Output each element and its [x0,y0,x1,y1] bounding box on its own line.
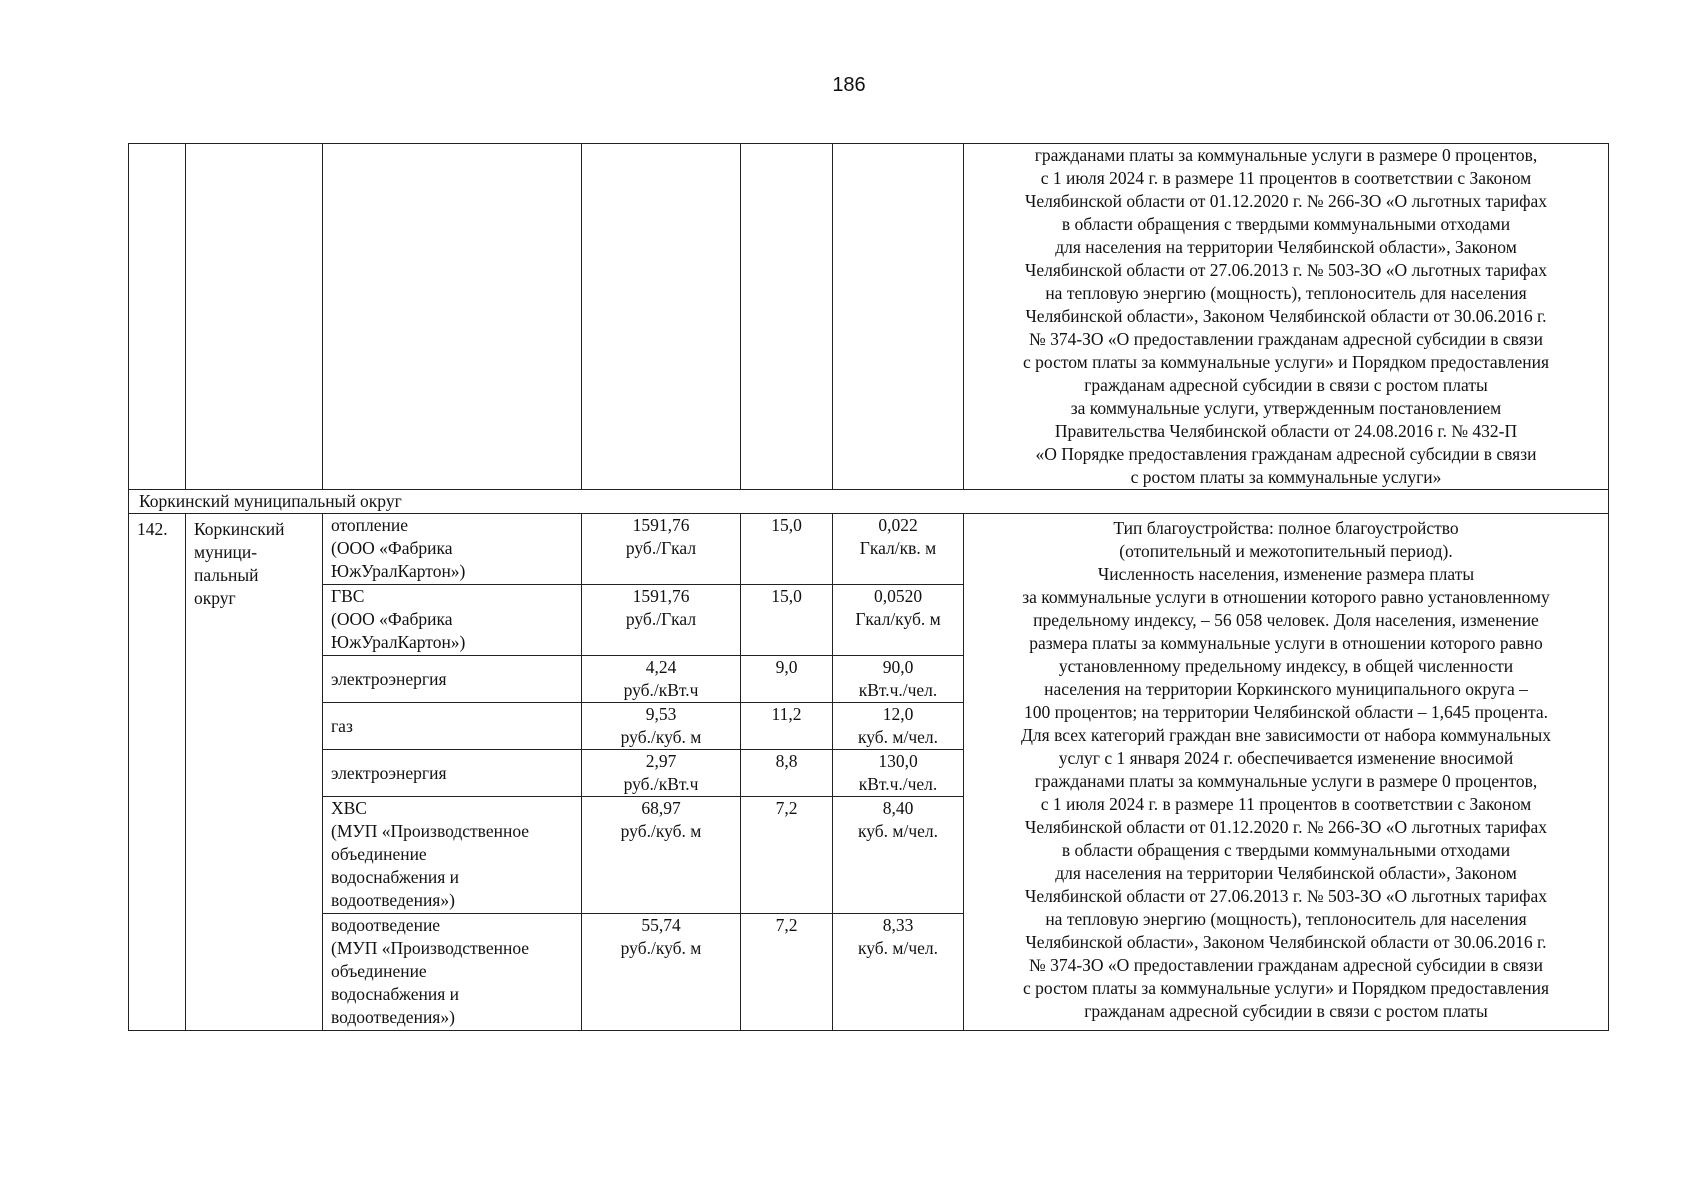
service-name-line: объединение [331,961,427,981]
tariff-value: 55,74 [641,915,681,935]
empty-cell [129,144,186,490]
note-line: Челябинской области от 01.12.2020 г. № 266-ЗО «О льготных тарифах [1024,191,1548,211]
note-line: в области обращения с твердыми коммунальными отходами [1061,214,1511,234]
note-line: Челябинской области от 01.12.2020 г. № 266-ЗО «О льготных тарифах [1024,817,1548,837]
note-line: Правительства Челябинской области от 24.08.2016 г. № 432-П [1054,421,1518,441]
service-name-line: электроэнергия [331,668,447,689]
note-line: (отопительный и межотопительный период). [1119,541,1453,561]
note-line: с ростом платы за коммунальные услуги» [1130,467,1442,487]
volume-unit: Гкал/кв. м [859,538,937,558]
tariff-unit: руб./куб. м [620,938,702,958]
tariff-value: 2,97 [645,751,677,771]
service-row [129,514,1609,585]
volume-value: 130,0 [878,751,918,771]
note-line: Челябинской области», Законом Челябинской области от 30.06.2016 г. [1025,306,1547,326]
empty-cell [741,144,833,490]
volume-value: 12,0 [882,704,914,724]
page-number: 186 [832,74,866,96]
service-name-line: объединение [331,844,427,864]
index-cell: 11,2 [741,703,833,750]
note-line: населения на территории Коркинского муниципального округа – [1044,679,1528,699]
index-cell: 7,2 [741,914,833,1031]
service-name-line: (МУП «Производственное [331,938,530,958]
index-cell: 7,2 [741,797,833,914]
volume-cell [833,703,964,750]
volume-cell [833,750,964,797]
volume-cell [833,656,964,703]
volume-cell [833,514,964,585]
service-name-line: электроэнергия [331,762,447,783]
tariff-cell [582,585,741,656]
note-line: Численность населения, изменение размера платы [1097,564,1475,584]
empty-cell [833,144,964,490]
entry-name-line: муници- [194,542,258,562]
note-line: Челябинской области от 27.06.2013 г. № 503-ЗО «О льготных тарифах [1024,886,1548,906]
index-cell: 8,8 [741,750,833,797]
service-name-line: ХВС [331,798,367,818]
volume-value: 8,40 [882,798,914,818]
service-name-line: водоотведение [331,915,441,935]
entry-number: 142. [129,514,186,1031]
volume-value: 90,0 [882,657,914,677]
note-line: Тип благоустройства: полное благоустройство [1113,518,1459,538]
service-name-line: водоотведения») [331,890,455,910]
note-line: с ростом платы за коммунальные услуги» и Порядком предоставления [1023,352,1549,372]
service-name [323,514,582,585]
tariff-unit: руб./кВт.ч [623,680,699,700]
tariff-unit: руб./куб. м [620,727,702,747]
note-line: Челябинской области от 27.06.2013 г. № 503-ЗО «О льготных тарифах [1024,260,1548,280]
index-cell: 15,0 [741,585,833,656]
tariff-cell [582,514,741,585]
note-line: предельному индексу, – 56 058 человек. Доля населения, изменение [1033,610,1539,630]
note-line: за коммунальные услуги, утвержденным постановлением [1070,398,1502,418]
service-name-line: ЮжУралКартон») [331,632,466,652]
volume-cell [833,585,964,656]
service-name-line: ЮжУралКартон») [331,561,466,581]
index-cell: 15,0 [741,514,833,585]
note-line: за коммунальные услуги в отношении которого равно установленному [1022,587,1550,607]
note-line: для населения на территории Челябинской области», Законом [1055,863,1517,883]
note-line: с 1 июля 2024 г. в размере 11 процентов в соответствии с Законом [1040,794,1532,814]
note-line: гражданами платы за коммунальные услуги в размере 0 процентов, [1034,771,1538,791]
note-line: на тепловую энергию (мощность), теплоноситель для населения [1045,909,1527,929]
note-line: Для всех категорий граждан вне зависимости от набора коммунальных [1020,725,1552,745]
note-line: в области обращения с твердыми коммунальными отходами [1061,840,1511,860]
note-line: № 374-ЗО «О предоставлении гражданам адресной субсидии в связи [1029,955,1543,975]
note-line: гражданами платы за коммунальные услуги в размере 0 процентов, [1034,145,1538,165]
tariff-cell [582,703,741,750]
entry-note [964,514,1609,1031]
tariff-value: 4,24 [645,657,677,677]
region-header-row [129,490,1609,514]
tariff-cell [582,750,741,797]
tariff-cell [582,656,741,703]
entry-name-line: пальный [194,565,259,585]
volume-unit: куб. м/чел. [857,938,939,958]
service-name [323,656,582,703]
tariff-table [128,143,1609,1031]
note-line: гражданам адресной субсидии в связи с ростом платы [1084,375,1488,395]
tariff-unit: руб./Гкал [625,609,697,629]
service-name-line: (ООО «Фабрика [331,609,453,629]
service-name [323,585,582,656]
continuation-row [129,144,1609,490]
empty-cell [582,144,741,490]
tariff-value: 68,97 [641,798,681,818]
empty-cell [186,144,323,490]
volume-unit: куб. м/чел. [857,727,939,747]
volume-value: 0,0520 [873,586,923,606]
service-name-line: водоснабжения и [331,867,459,887]
note-line: услуг с 1 января 2024 г. обеспечивается изменение вносимой [1058,748,1514,768]
note-line: с ростом платы за коммунальные услуги» и Порядком предоставления [1023,978,1549,998]
note-line: на тепловую энергию (мощность), теплоноситель для населения [1045,283,1527,303]
note-line: 100 процентов; на территории Челябинской области – 1,645 процента. [1023,702,1548,722]
note-line: гражданам адресной субсидии в связи с ростом платы [1084,1001,1488,1021]
note-line: размера платы за коммунальные услуги в отношении которого равно [1029,633,1543,653]
service-name-line: водоснабжения и [331,984,459,1004]
service-name-line: водоотведения») [331,1007,455,1027]
volume-cell [833,797,964,914]
service-name [323,750,582,797]
tariff-cell [582,914,741,1031]
note-line: с 1 июля 2024 г. в размере 11 процентов в соответствии с Законом [1040,168,1532,188]
entry-name-line: Коркинский [194,519,285,539]
note-line: № 374-ЗО «О предоставлении гражданам адресной субсидии в связи [1029,329,1543,349]
note-line: для населения на территории Челябинской области», Законом [1055,237,1517,257]
tariff-unit: руб./кВт.ч [623,774,699,794]
empty-cell [323,144,582,490]
note-line: «О Порядке предоставления гражданам адресной субсидии в связи [1035,444,1537,464]
volume-unit: кВт.ч./чел. [858,774,938,794]
entry-name-line: округ [194,588,236,608]
note-line: Челябинской области», Законом Челябинской области от 30.06.2016 г. [1025,932,1547,952]
tariff-value: 1591,76 [632,586,690,606]
service-name [323,797,582,914]
service-name-line: газ [331,715,353,736]
service-name-line: (МУП «Производственное [331,821,530,841]
index-cell: 9,0 [741,656,833,703]
tariff-unit: руб./куб. м [620,821,702,841]
tariff-value: 9,53 [645,704,677,724]
continuation-note [964,144,1609,490]
tariff-value: 1591,76 [632,515,690,535]
volume-unit: Гкал/куб. м [855,609,941,629]
service-name-line: отопление [331,515,409,535]
volume-value: 0,022 [878,515,918,535]
service-name-line: (ООО «Фабрика [331,538,453,558]
volume-unit: куб. м/чел. [857,821,939,841]
note-line: установленному предельному индексу, в общей численности [1058,656,1514,676]
volume-cell [833,914,964,1031]
entry-name [186,514,323,1031]
tariff-unit: руб./Гкал [625,538,697,558]
tariff-cell [582,797,741,914]
service-name [323,914,582,1031]
volume-value: 8,33 [882,915,914,935]
region-header: Коркинский муниципальный округ [129,490,1609,514]
volume-unit: кВт.ч./чел. [858,680,938,700]
service-name [323,703,582,750]
service-name-line: ГВС [331,586,365,606]
